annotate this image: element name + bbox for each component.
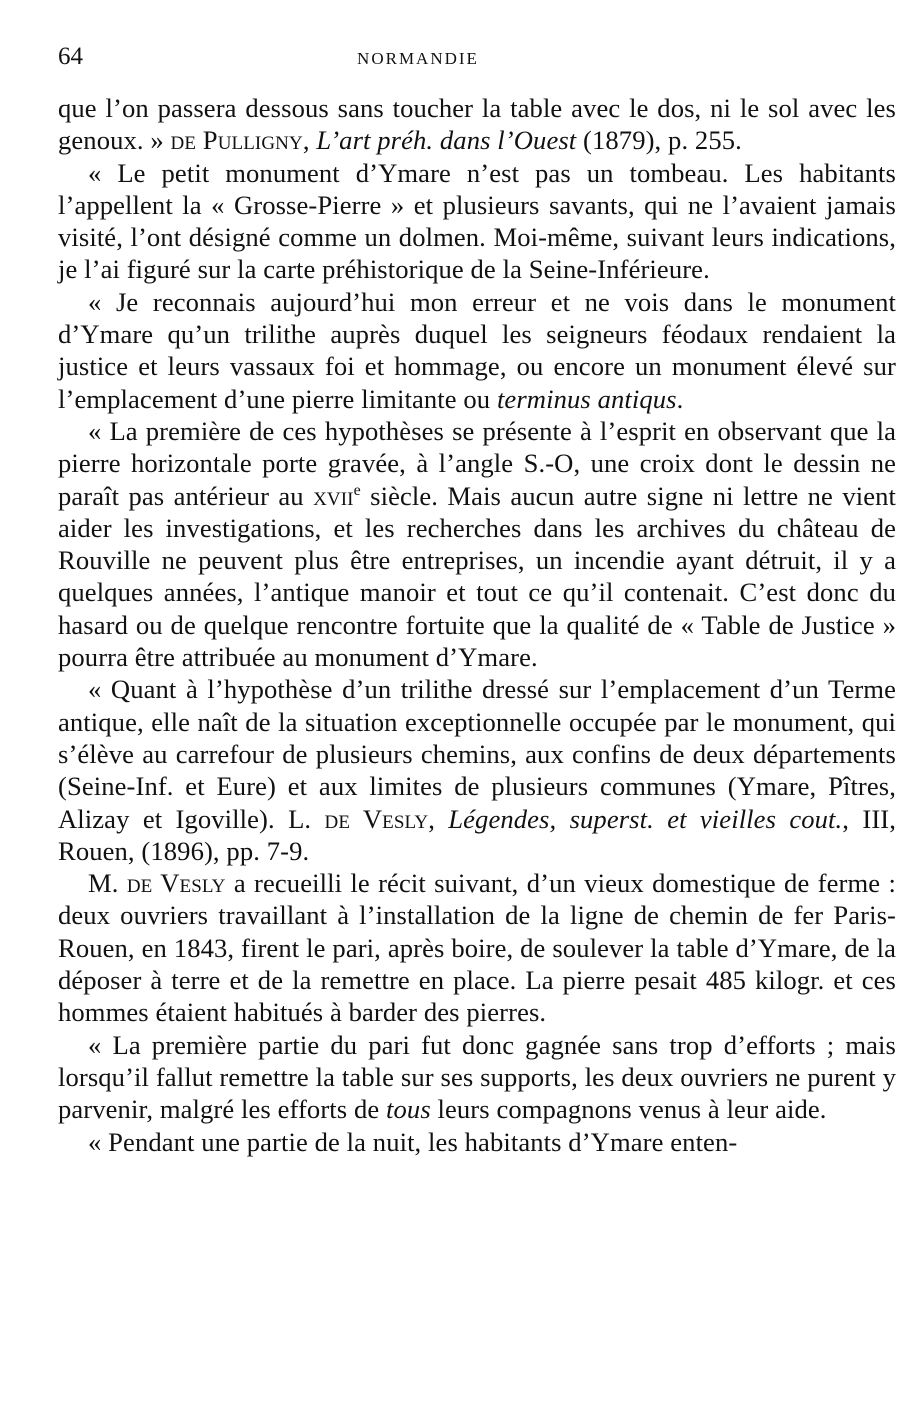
text-segment: leurs compagnons venus à leur aide. (430, 1094, 827, 1125)
running-title: NORMANDIE (357, 49, 479, 68)
text-segment: , (428, 803, 449, 834)
paragraph (58, 286, 896, 415)
paragraph (58, 1029, 896, 1126)
paragraph (58, 867, 896, 1028)
text-segment: terminus antiqus (496, 383, 677, 414)
text-segment: xvii (313, 480, 354, 511)
text-segment: , III, Rouen, (1896), pp. 7-9. (58, 803, 896, 866)
text-segment: « La première partie du pari fut donc gagnée sans trop d’efforts ; mais lorsqu’il fallut remettre la table sur ses supports, les deux ouvriers ne purent y parvenir, malgré les efforts de (58, 1029, 896, 1125)
text-segment: « Je reconnais aujourd’hui mon erreur et ne vois dans le monument d’Ymare qu’un trilithe auprès duquel les seigneurs féodaux rendaient la justice et leurs vassaux foi et hommage, ou encore un monument élevé sur l’emplacement d’une pierre limitante ou (58, 286, 896, 414)
page (58, 40, 896, 1158)
running-head (58, 40, 896, 74)
body-text (58, 92, 896, 1158)
page-number: 64 (58, 43, 83, 70)
text-segment: « La première de ces hypothèses se présente à l’esprit en observant que la pierre horizontale porte gravée, à l’angle S.-O, une croix dont le dessin ne paraît pas antérieur au (58, 415, 896, 511)
text-segment: de Vesly (324, 803, 429, 834)
text-segment: « Le petit monument d’Ymare n’est pas un tombeau. Les habitants l’appellent la « Grosse-Pierre » et plusieurs savants, qui ne l’avaient jamais visité, l’ont désigné comme un dolmen. Moi-même, suivant leurs indications, je l’ai figuré sur la carte préhistorique de la Seine-Inférieure. (58, 157, 896, 285)
text-segment: . (676, 383, 684, 414)
text-segment: e (353, 481, 361, 499)
paragraph (58, 157, 896, 286)
text-segment: « Pendant une partie de la nuit, les habitants d’Ymare enten- (88, 1126, 738, 1157)
text-segment: L’art préh. dans l’Ouest (316, 125, 577, 156)
text-segment: que l’on passera dessous sans toucher la table avec le dos, ni le sol avec les genoux. » (58, 93, 896, 156)
text-segment: « Quant à l’hypothèse d’un trilithe dressé sur l’emplacement d’un Terme antique, elle naît de la situation exceptionnelle occupée par le monument, qui s’élève au carrefour de plusieurs chemins, aux confins de deux départements (Seine-Inf. et Eure) et aux limites de plusieurs communes (Ymare, Pîtres, Alizay et Igoville). L. (58, 674, 896, 834)
text-segment: de Vesly (126, 868, 226, 899)
text-segment: a recueilli le récit suivant, d’un vieux domestique de ferme : deux ouvriers travaillant à l’installation de la ligne de chemin de fer Paris-Rouen, en 1843, firent le pari, après boire, de soulever la table d’Ymare, de la déposer à terre et de la remettre en place. La pierre pesait 485 kilogr. et ces hommes étaient habitués à barder des pierres. (58, 868, 896, 1028)
paragraph (58, 673, 896, 867)
paragraph (58, 415, 896, 673)
text-segment: (1879), p. 255. (576, 125, 742, 156)
text-segment: , (302, 125, 317, 156)
text-segment: M. (88, 868, 127, 899)
text-segment: tous (386, 1094, 431, 1125)
text-segment: Légendes, superst. et vieilles cout. (448, 803, 843, 834)
text-segment: siècle. Mais aucun autre signe ni lettre ne vient aider les investigations, et les recherches dans les archives du château de Rouville ne peuvent plus être entreprises, un incendie ayant détruit, il y a quelques années, l’antique manoir et tout ce qu’il contenait. C’est donc du hasard ou de quelque rencontre fortuite que la qualité de « Table de Justice » pourra être attribuée au monument d’Ymare. (58, 480, 896, 673)
text-segment: de Pulligny (170, 125, 303, 156)
paragraph (58, 92, 896, 157)
paragraph (58, 1126, 896, 1158)
